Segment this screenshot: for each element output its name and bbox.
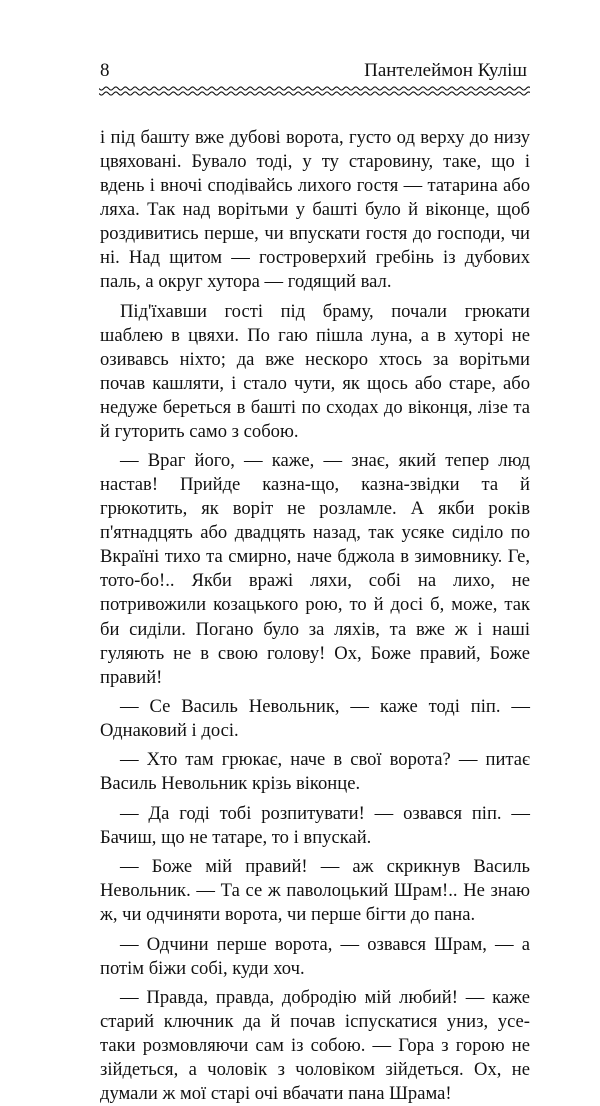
paragraph: — Враг його, — каже, — знає, який тепер люд настав! Прийде казна-що, казна-звідки та й грюкотить, як воріт не розламле. А якби років п'ятнадцять або двадцять назад, так усяке сиділо по Вкраїні тихо та смирно, наче бджола в зимовнику. Ге, тото-бо!.. Якби вражі ляхи, собі на лихо, не потривожили козацького рою, то й досі б, може, так би сиділи. Погано було за ляхів, та вже ж і наші гуляють не в свою голову! Ох, Боже правий, Боже правий! [100, 450, 530, 688]
paragraph: — Се Василь Невольник, — каже тоді піп. — Однаковий і досі. [100, 695, 530, 742]
paragraph: — Одчини перше ворота, — озвався Шрам, — а потім біжи собі, куди хоч. [100, 933, 530, 979]
paragraph: і під башту вже дубові ворота, густо од верху до низу цвяховані. Бувало тоді, у ту старовину, таке, що і вдень і вночі сподівайсь лихого гостя — татарина або ляха. Так над ворітьми у башті було й віконце, щоб роздивитись перше, чи впускати гостя до господи, чи ні. Над щитом — гостроверхий гребінь із дубових паль, а округ хутора — годящий вал. [100, 127, 530, 293]
paragraph: — Да годі тобі розпитувати! — озвався піп. — Бачиш, що не татаре, то і впускай. [100, 802, 530, 848]
paragraph: — Правда, правда, добродію мій любий! — каже старий ключник да й почав іспускатися униз, усе-таки розмовляючи сам із собою. — Гора з горою не зійдеться, а чоловік з чоловіком зійдеться. Ох, не думали ж мої старі очі вбачати пана Шрама! [100, 986, 530, 1105]
body-text [100, 126, 530, 1106]
wavy-rule-icon [99, 85, 530, 97]
running-header-title: Пантелеймон Куліш [364, 60, 527, 81]
paragraph: Під'їхавши гості під браму, почали грюкати шаблею в цвяхи. По гаю пішла луна, а в хуторі не озивавсь ніхто; да вже нескоро хтось за ворітьми почав кашляти, і стало чути, як щось або старе, або недуже береться в башті по сходах до віконця, лізе та й гуторить само з собою. [100, 300, 530, 442]
paragraph: — Боже мій правий! — аж скрикнув Василь Невольник. — Та се ж паволоцький Шрам!.. Не знаю ж, чи одчиняти ворота, чи перше бігти до пана. [100, 856, 530, 926]
paragraph: — Хто там грюкає, наче в свої ворота? — питає Василь Невольник крізь віконце. [100, 749, 530, 795]
page-number: 8 [100, 60, 110, 81]
